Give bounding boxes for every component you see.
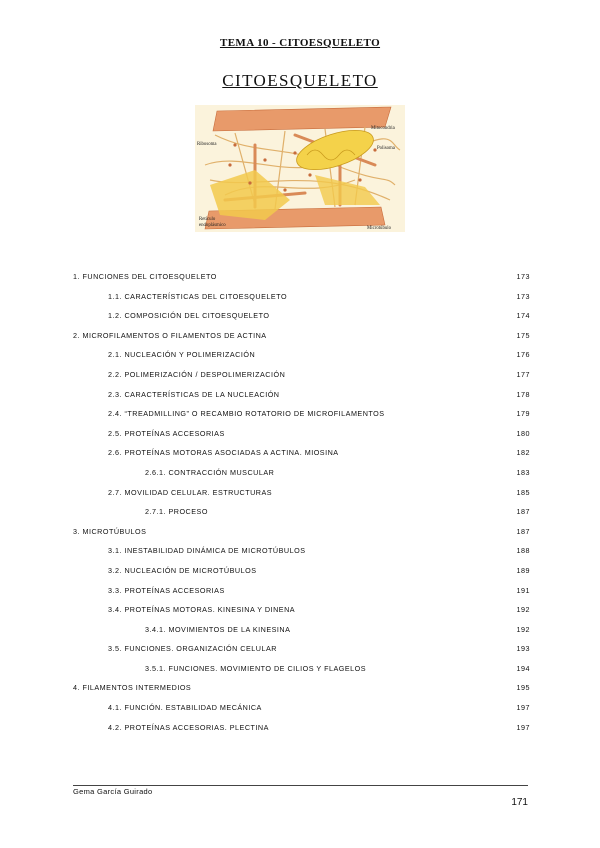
toc-entry-page: 195 xyxy=(516,683,530,693)
toc-entry[interactable] xyxy=(73,267,530,287)
upper-membrane xyxy=(213,107,391,131)
toc-entry[interactable] xyxy=(73,678,530,698)
toc-entry-label: 3.3. PROTEÍNAS ACCESORIAS xyxy=(108,585,225,595)
label-polisoma: Polisoma xyxy=(377,146,395,151)
toc-entry[interactable] xyxy=(73,620,530,640)
footer-page-number: 171 xyxy=(511,797,528,808)
toc-entry-label: 3.4.1. MOVIMIENTOS DE LA KINESINA xyxy=(145,624,291,634)
toc-entry[interactable] xyxy=(73,522,530,542)
cytoskeleton-figure xyxy=(195,105,405,232)
toc-entry-label: 1.1. CARACTERÍSTICAS DEL CITOESQUELETO xyxy=(108,291,288,301)
toc-entry[interactable] xyxy=(73,718,530,738)
toc-entry-page: 189 xyxy=(516,565,530,575)
toc-entry[interactable] xyxy=(73,424,530,444)
toc-entry-label: 4.1. FUNCIÓN. ESTABILIDAD MECÁNICA xyxy=(108,703,262,713)
toc-entry-label: 2.7. MOVILIDAD CELULAR. ESTRUCTURAS xyxy=(108,487,273,497)
toc-entry[interactable] xyxy=(73,326,530,346)
toc-entry-page: 178 xyxy=(516,389,530,399)
toc-entry[interactable] xyxy=(73,541,530,561)
toc-entry[interactable] xyxy=(73,483,530,503)
toc-entry-label: 2.3. CARACTERÍSTICAS DE LA NUCLEACIÓN xyxy=(108,389,280,399)
toc-entry-page: 187 xyxy=(516,507,530,517)
toc-entry[interactable] xyxy=(73,306,530,326)
toc-entry-page: 197 xyxy=(516,703,530,713)
toc-entry[interactable] xyxy=(73,443,530,463)
toc-entry-label: 2.1. NUCLEACIÓN Y POLIMERIZACIÓN xyxy=(108,350,256,360)
toc-entry-label: 3.5. FUNCIONES. ORGANIZACIÓN CELULAR xyxy=(108,644,277,654)
toc-entry-page: 174 xyxy=(516,311,530,321)
label-reticulo-2: endoplásmico xyxy=(199,223,226,228)
label-mitocondria: Mitocondria xyxy=(371,126,395,131)
page-header-title: TEMA 10 - CITOESQUELETO xyxy=(219,37,381,49)
toc-entry-page: 173 xyxy=(516,272,530,281)
toc-entry-label: 4.2. PROTEÍNAS ACCESORIAS. PLECTINA xyxy=(108,722,269,732)
toc-entry-page: 175 xyxy=(516,330,530,340)
toc-entry[interactable] xyxy=(73,600,530,620)
label-reticulo-1: Retículo xyxy=(199,217,216,222)
toc-entry[interactable] xyxy=(73,659,530,679)
toc-entry[interactable] xyxy=(73,502,530,522)
toc-entry-page: 194 xyxy=(516,663,530,673)
table-of-contents xyxy=(73,267,530,737)
toc-entry[interactable] xyxy=(73,581,530,601)
toc-entry-page: 177 xyxy=(516,369,530,379)
toc-entry-label: 2.6.1. CONTRACCIÓN MUSCULAR xyxy=(145,467,275,477)
toc-entry-label: 2. MICROFILAMENTOS O FILAMENTOS DE ACTINA xyxy=(73,330,267,340)
toc-entry-page: 193 xyxy=(516,644,530,654)
toc-entry-label: 3.1. INESTABILIDAD DINÁMICA DE MICROTÚBULOS xyxy=(108,546,306,556)
footer-divider xyxy=(73,785,528,786)
page-title: CITOESQUELETO xyxy=(222,71,378,90)
toc-entry[interactable] xyxy=(73,345,530,365)
toc-entry-label: 3.2. NUCLEACIÓN DE MICROTÚBULOS xyxy=(108,565,257,575)
toc-entry-label: 3. MICROTÚBULOS xyxy=(73,526,147,536)
label-ribosoma: Ribosoma xyxy=(197,142,217,147)
toc-entry[interactable] xyxy=(73,639,530,659)
toc-entry-page: 179 xyxy=(516,409,530,419)
toc-entry[interactable] xyxy=(73,561,530,581)
toc-entry-label: 3.5.1. FUNCIONES. MOVIMIENTO DE CILIOS Y FLAGELOS xyxy=(145,663,367,673)
toc-entry[interactable] xyxy=(73,385,530,405)
toc-entry[interactable] xyxy=(73,698,530,718)
toc-entry-label: 1.2. COMPOSICIÓN DEL CITOESQUELETO xyxy=(108,311,270,321)
toc-entry-page: 182 xyxy=(516,448,530,458)
label-microtubulo: Microtúbulo xyxy=(367,226,391,231)
toc-entry-page: 185 xyxy=(516,487,530,497)
toc-entry-label: 1. FUNCIONES DEL CITOESQUELETO xyxy=(73,272,217,281)
toc-entry-label: 4. FILAMENTOS INTERMEDIOS xyxy=(73,683,192,693)
toc-entry-page: 197 xyxy=(516,722,530,732)
toc-entry[interactable] xyxy=(73,287,530,307)
toc-entry[interactable] xyxy=(73,404,530,424)
toc-entry-page: 187 xyxy=(516,526,530,536)
toc-entry-label: 2.6. PROTEÍNAS MOTORAS ASOCIADAS A ACTINA. MIOSINA xyxy=(108,448,339,458)
footer-author: Gema García Guirado xyxy=(73,787,153,796)
toc-entry-page: 192 xyxy=(516,624,530,634)
toc-entry-page: 176 xyxy=(516,350,530,360)
toc-entry-page: 191 xyxy=(516,585,530,595)
toc-entry-label: 3.4. PROTEÍNAS MOTORAS. KINESINA Y DINENA xyxy=(108,605,296,615)
toc-entry-label: 2.2. POLIMERIZACIÓN / DESPOLIMERIZACIÓN xyxy=(108,369,286,379)
toc-entry[interactable] xyxy=(73,365,530,385)
toc-entry-label: 2.5. PROTEÍNAS ACCESORIAS xyxy=(108,428,225,438)
toc-entry-page: 183 xyxy=(516,467,530,477)
toc-entry-label: 2.7.1. PROCESO xyxy=(145,507,208,517)
toc-entry-page: 188 xyxy=(516,546,530,556)
toc-entry[interactable] xyxy=(73,463,530,483)
toc-entry-label: 2.4. “TREADMILLING” O RECAMBIO ROTATORIO DE MICROFILAMENTOS xyxy=(108,409,385,419)
toc-entry-page: 192 xyxy=(516,605,530,615)
toc-entry-page: 173 xyxy=(516,291,530,301)
toc-entry-page: 180 xyxy=(516,428,530,438)
